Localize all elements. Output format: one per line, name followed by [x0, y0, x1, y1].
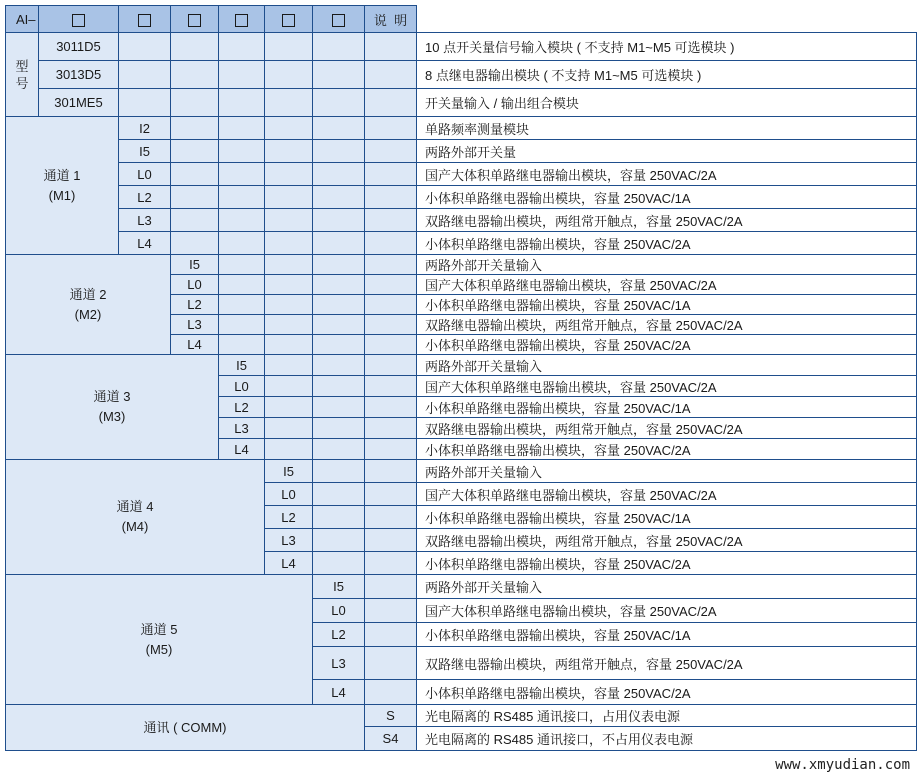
- header-box-4: [219, 6, 265, 33]
- channel3-code: L4: [219, 439, 265, 460]
- channel1-code: I2: [119, 117, 171, 140]
- channel4-code: L4: [265, 552, 313, 575]
- channel4-desc: 两路外部开关量输入: [417, 460, 917, 483]
- channel3-desc: 双路继电器输出模块，两组常开触点，容量 250VAC/2A: [417, 418, 917, 439]
- channel5-code: L0: [313, 599, 365, 623]
- channel4-desc: 小体积单路继电器输出模块，容量 250VAC/1A: [417, 506, 917, 529]
- channel1-desc: 小体积单路继电器输出模块，容量 250VAC/2A: [417, 232, 917, 255]
- channel3-desc: 国产大体积单路继电器输出模块，容量 250VAC/2A: [417, 376, 917, 397]
- channel2-code: I5: [171, 255, 219, 275]
- table-row: [6, 255, 917, 275]
- channel1-code: L0: [119, 163, 171, 186]
- channel4-code: L3: [265, 529, 313, 552]
- channel5-desc: 小体积单路继电器输出模块，容量 250VAC/2A: [417, 680, 917, 705]
- comm-desc: 光电隔离的 RS485 通讯接口，占用仪表电源: [417, 705, 917, 727]
- header-box-5: [265, 6, 313, 33]
- channel5-code: L2: [313, 623, 365, 647]
- model-desc: 10 点开关量信号输入模块 ( 不支持 M1~M5 可选模块 ): [417, 33, 917, 61]
- channel4-code: I5: [265, 460, 313, 483]
- table-row: [6, 61, 917, 89]
- channel5-code: L4: [313, 680, 365, 705]
- comm-code: S4: [365, 727, 417, 751]
- channel1-code: L3: [119, 209, 171, 232]
- channel1-code: L4: [119, 232, 171, 255]
- site-watermark: www.xmyudian.com: [775, 757, 910, 773]
- channel3-desc: 小体积单路继电器输出模块，容量 250VAC/2A: [417, 439, 917, 460]
- channel5-desc: 国产大体积单路继电器输出模块，容量 250VAC/2A: [417, 599, 917, 623]
- table-row: [6, 209, 917, 232]
- checkbox-square-icon: [332, 14, 345, 27]
- comm-label: 通讯 ( COMM): [6, 705, 365, 751]
- channel3-code: L2: [219, 397, 265, 418]
- header-prefix: AI–: [6, 6, 39, 33]
- header-box-6: [313, 6, 365, 33]
- channel5-code: I5: [313, 575, 365, 599]
- channel4-code: L2: [265, 506, 313, 529]
- table-row: [6, 117, 917, 140]
- channel1-code: L2: [119, 186, 171, 209]
- header-box-2: [119, 6, 171, 33]
- table-row: [6, 355, 917, 376]
- checkbox-square-icon: [138, 14, 151, 27]
- channel3-label: 通道 3 (M3): [6, 355, 219, 460]
- table-row: [6, 460, 917, 483]
- channel2-code: L0: [171, 275, 219, 295]
- comm-code: S: [365, 705, 417, 727]
- channel3-desc: 两路外部开关量输入: [417, 355, 917, 376]
- channel2-code: L2: [171, 295, 219, 315]
- channel2-desc: 两路外部开关量输入: [417, 255, 917, 275]
- channel4-code: L0: [265, 483, 313, 506]
- header-box-1: [39, 6, 119, 33]
- table-row: [6, 163, 917, 186]
- model-code: 301ME5: [39, 89, 119, 117]
- channel2-desc: 小体积单路继电器输出模块，容量 250VAC/1A: [417, 295, 917, 315]
- channel2-desc: 小体积单路继电器输出模块，容量 250VAC/2A: [417, 335, 917, 355]
- table-row: [6, 232, 917, 255]
- channel1-desc: 单路频率测量模块: [417, 117, 917, 140]
- channel5-desc: 双路继电器输出模块，两组常开触点，容量 250VAC/2A: [417, 647, 917, 680]
- channel5-label: 通道 5 (M5): [6, 575, 313, 705]
- channel2-label: 通道 2 (M2): [6, 255, 171, 355]
- header-description: 说 明: [365, 6, 417, 33]
- table-row: [6, 140, 917, 163]
- model-code-table: [5, 5, 917, 751]
- channel5-code: L3: [313, 647, 365, 680]
- table-row: [6, 33, 917, 61]
- channel4-label: 通道 4 (M4): [6, 460, 265, 575]
- model-label: 型 号: [6, 33, 39, 117]
- table-row: [6, 89, 917, 117]
- checkbox-square-icon: [72, 14, 85, 27]
- channel2-code: L3: [171, 315, 219, 335]
- header-box-3: [171, 6, 219, 33]
- channel1-desc: 小体积单路继电器输出模块，容量 250VAC/1A: [417, 186, 917, 209]
- channel2-desc: 国产大体积单路继电器输出模块，容量 250VAC/2A: [417, 275, 917, 295]
- channel3-code: L3: [219, 418, 265, 439]
- channel5-desc: 两路外部开关量输入: [417, 575, 917, 599]
- checkbox-square-icon: [282, 14, 295, 27]
- channel3-code: I5: [219, 355, 265, 376]
- model-desc: 开关量输入 / 输出组合模块: [417, 89, 917, 117]
- channel1-desc: 双路继电器输出模块，两组常开触点，容量 250VAC/2A: [417, 209, 917, 232]
- channel3-desc: 小体积单路继电器输出模块，容量 250VAC/1A: [417, 397, 917, 418]
- model-code: 3011D5: [39, 33, 119, 61]
- model-code: 3013D5: [39, 61, 119, 89]
- table-row: [6, 186, 917, 209]
- channel5-desc: 小体积单路继电器输出模块，容量 250VAC/1A: [417, 623, 917, 647]
- channel1-code: I5: [119, 140, 171, 163]
- channel2-code: L4: [171, 335, 219, 355]
- table-row: [6, 575, 917, 599]
- channel1-label: 通道 1 (M1): [6, 117, 119, 255]
- channel4-desc: 双路继电器输出模块，两组常开触点，容量 250VAC/2A: [417, 529, 917, 552]
- channel4-desc: 国产大体积单路继电器输出模块，容量 250VAC/2A: [417, 483, 917, 506]
- comm-desc: 光电隔离的 RS485 通讯接口，不占用仪表电源: [417, 727, 917, 751]
- checkbox-square-icon: [188, 14, 201, 27]
- checkbox-square-icon: [235, 14, 248, 27]
- channel1-desc: 两路外部开关量: [417, 140, 917, 163]
- table-row: [6, 705, 917, 727]
- channel2-desc: 双路继电器输出模块，两组常开触点，容量 250VAC/2A: [417, 315, 917, 335]
- channel3-code: L0: [219, 376, 265, 397]
- header-row: [6, 6, 917, 33]
- channel1-desc: 国产大体积单路继电器输出模块，容量 250VAC/2A: [417, 163, 917, 186]
- channel4-desc: 小体积单路继电器输出模块，容量 250VAC/2A: [417, 552, 917, 575]
- model-desc: 8 点继电器输出模块 ( 不支持 M1~M5 可选模块 ): [417, 61, 917, 89]
